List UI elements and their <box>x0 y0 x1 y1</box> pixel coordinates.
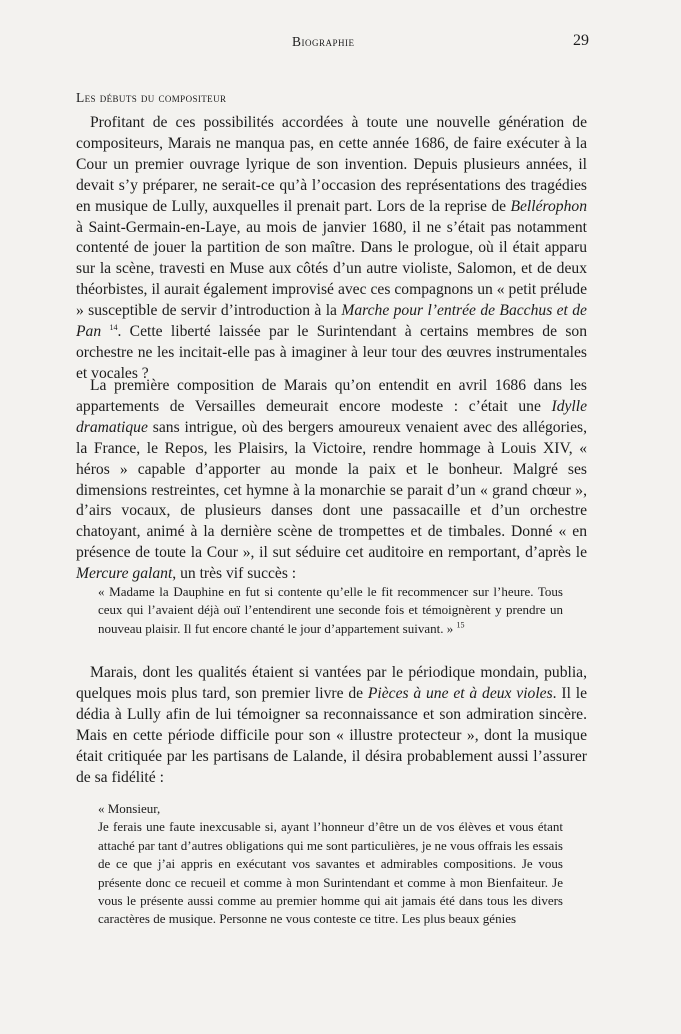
text-run: sans intrigue, où des bergers amoureux venaient avec des allégories, la France, le Repos, les Plaisirs, la Victoire, rendre hommage à Louis XIV, « héros » capable d’apporter au monde la paix et le bonheur. Malgré ses dimensions restreintes, cet hymne à la monarchie se parait d’un « grand chœur », d’airs vocaux, de plusieurs danses dont une passacaille et d’un orchestre chatoyant, animé à la dernière scène de trompettes et de timbales. Donné « en présence de toute la Cour », il sut séduire cet auditoire en remportant, d’après le <box>76 418 587 562</box>
work-title: Marche pour l’entrée de Bacchus et de Pan <box>76 302 587 341</box>
block-quote-2 <box>98 800 563 929</box>
letter-salutation: « Monsieur, <box>98 801 161 816</box>
block-quote-1 <box>98 583 563 638</box>
running-title: Biographie <box>292 34 355 49</box>
text-run: Marais, dont les qualités étaient si vantées par le périodique mondain, publia, quelques mois plus tard, son premier livre de <box>76 664 587 702</box>
page-number: 29 <box>573 32 589 49</box>
paragraph-2 <box>76 376 587 585</box>
work-title: Pièces à une et à deux violes <box>367 684 553 702</box>
section-heading: Les débuts du compositeur <box>76 90 227 105</box>
text-run: Profitant de ces possibilités accordées à toute une nouvelle génération de compositeurs, Marais ne manqua pas, en cette année 1686, de faire exécuter à la Cour un premier ouvrage lyrique de son invention. Depuis plusieurs années, il devait s’y préparer, ne serait-ce qu’à l’occasion des représentations des tragédies en musique de Lully, auxquelles il prenait part. Lors de la reprise de <box>76 114 587 215</box>
text-run: . Cette liberté laissée par le Surintendant à certains membres de son orchestre ne les incitait-elle pas à imaginer à leur tour des œuvres instrumentales et vocales ? <box>76 323 587 382</box>
quote-text: « Madame la Dauphine en fut si contente qu’elle le fit recommencer sur l’heure. Tous ceux qui l’avaient déjà ouï l’entendirent une seconde fois et témoignèrent y prendre un nouveau plaisir. Il fut encore chanté le jour d’appartement suivant. » <box>98 584 563 636</box>
paragraph-1 <box>76 113 587 385</box>
work-title: Bellérophon <box>510 197 587 215</box>
text-run: , un très vif succès : <box>172 565 297 583</box>
work-title: Mercure galant <box>76 565 173 583</box>
text-run: La première composition de Marais qu’on entendit en avril 1686 dans les appartements de Versailles demeurait encore modeste : c’était une <box>76 377 587 415</box>
quote-text: Je ferais une faute inexcusable si, ayant l’honneur d’être un de vos élèves et vous étant attaché par tant d’autres obligations qui me sont particulières, je ne vous offrais les essais de ce que j’ai appris en exécutant vos savantes et admirables compositions. Je vous présente donc ce recueil et comme à mon Surintendant et comme à mon Bienfaiteur. Je vous le présente aussi comme au premier homme qui ait jamais été dans tous les divers caractères de musique. Personne ne vous conteste ce titre. Les plus beaux génies <box>98 819 563 927</box>
paragraph-3 <box>76 663 587 788</box>
footnote-ref: 14 <box>109 322 118 332</box>
text-run: à Saint-Germain-en-Laye, au mois de janvier 1680, il ne s’était pas notamment contenté de jouer la partition de son maître. Dans le prologue, où il était apparu sur la scène, travesti en Muse aux côtés d’un autre violiste, Salomon, et de deux théorbistes, il aurait également improvisé avec ces compagnons un « petit prélude » susceptible de servir d’introduction à la <box>76 218 587 320</box>
text-run: . Il le dédia à Lully afin de lui témoigner sa reconnaissance et son admiration sincère. Mais en cette période difficile pour son « illustre protecteur », dont la musique était critiquée par les partisans de Lalande, il désira probablement aussi l’assurer de sa fidélité : <box>76 684 587 786</box>
work-title: Idylle dramatique <box>76 397 587 436</box>
running-head <box>0 34 681 54</box>
footnote-ref: 15 <box>456 620 465 630</box>
